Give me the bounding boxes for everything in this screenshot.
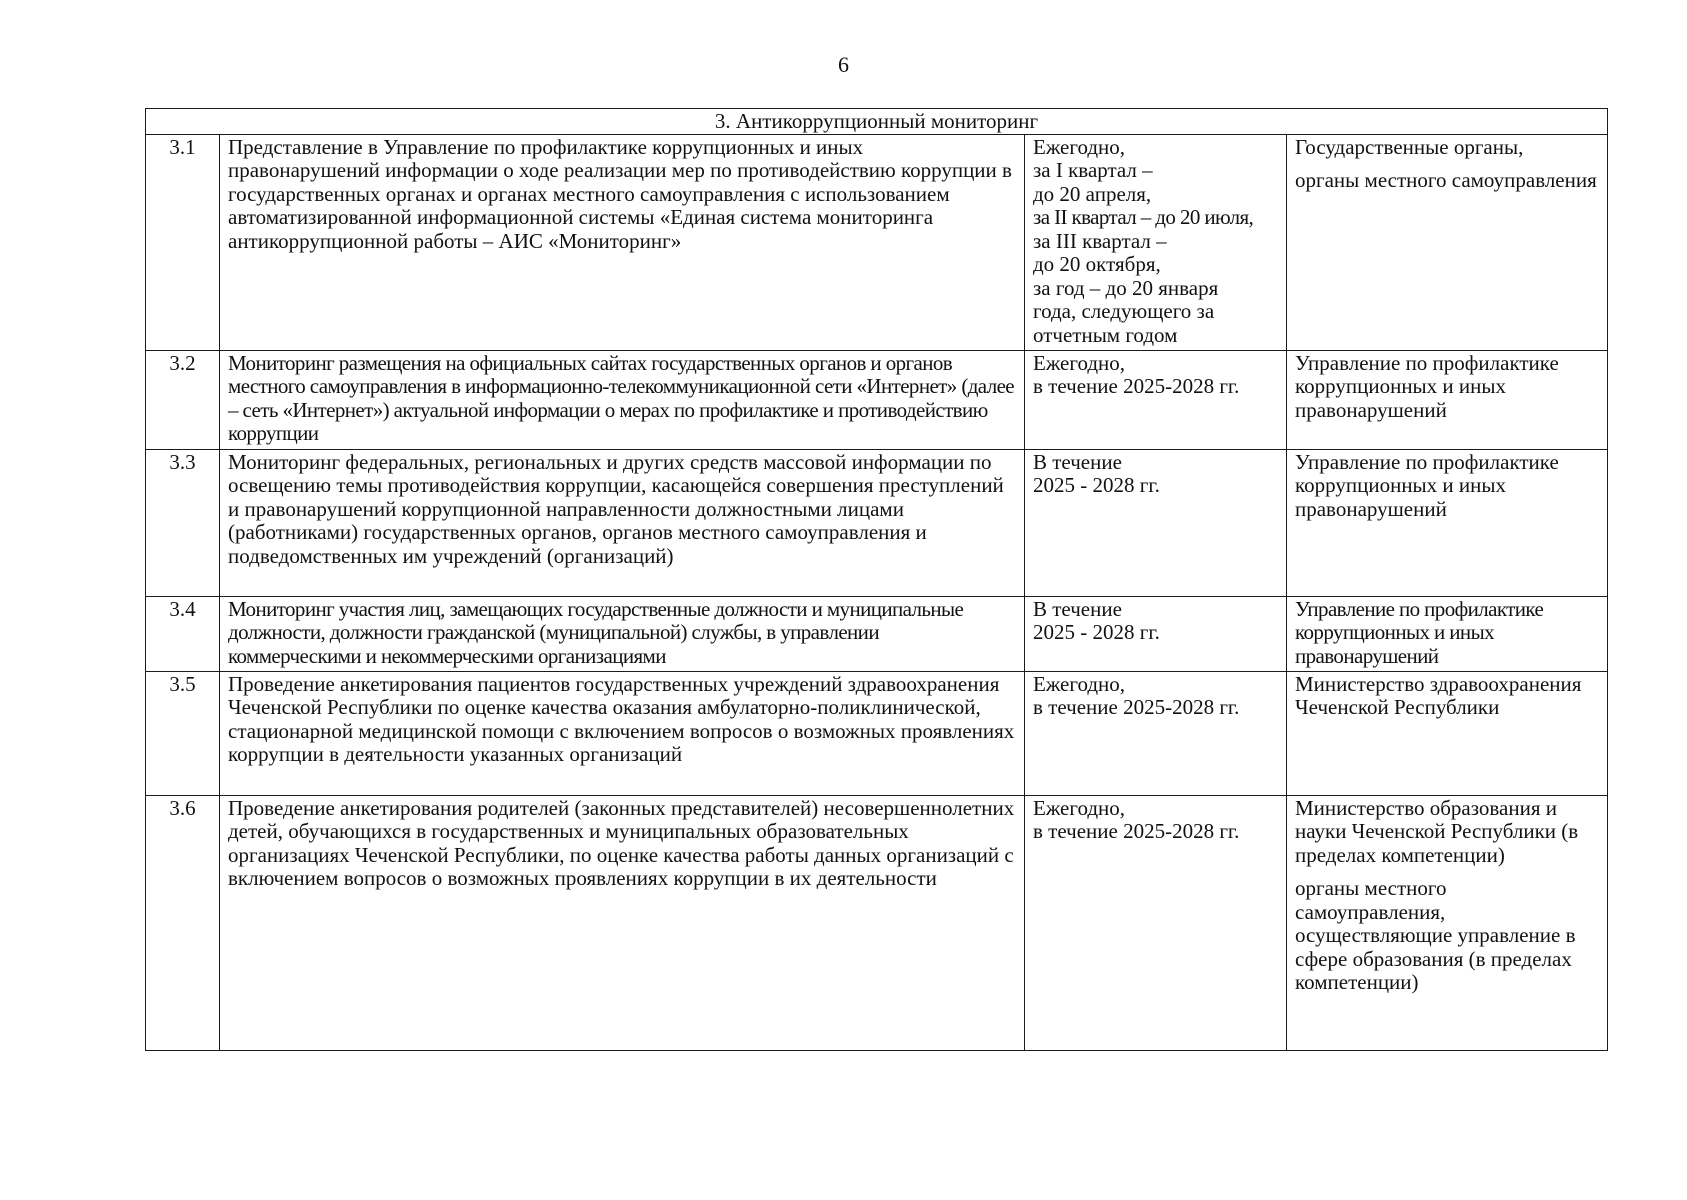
responsible-line: органы местного самоуправления, осуществляющие управление в сфере образования (в пределах компетенции) [1295,876,1576,994]
row-number: 3.5 [146,671,220,795]
deadline-line: Ежегодно, [1033,671,1126,696]
deadline-line: Ежегодно, [1033,350,1126,375]
responsible-cell [1287,350,1608,449]
responsible-cell [1287,449,1608,596]
activity-cell: Проведение анкетирования пациентов государственных учреждений здравоохранения Чеченской Республики по оценке качества оказания амбулаторно-поликлинической, стационарной медицинской помощи с включением вопросов о возможных проявлениях коррупции в деятельности указанных организаций [220,671,1025,795]
activity-cell: Мониторинг участия лиц, замещающих государственные должности и муниципальные должности, должности гражданской (муниципальной) службы, в управлении коммерческими и некоммерческими организациями [220,596,1025,671]
action-plan-table [145,108,1608,1051]
deadline-line: В течение [1033,449,1122,474]
deadline-line: отчетным годом [1033,322,1178,347]
responsible-line: Управление по профилактике коррупционных и иных правонарушений [1295,350,1559,422]
activity-cell: Мониторинг федеральных, региональных и других средств массовой информации по освещению темы противодействия коррупции, касающейся совершения преступлений и правонарушений коррупционной направленности должностными лицами (работниками) государственных органов, органов местного самоуправления и подведомственных им учреждений (организаций) [220,449,1025,596]
section-title: 3. Антикоррупционный мониторинг [146,109,1608,135]
responsible-line: органы местного самоуправления [1295,168,1597,192]
responsible-line: Управление по профилактике коррупционных и иных правонарушений [1295,449,1559,521]
deadline-line: 2025 - 2028 гг. [1033,473,1160,497]
deadline-line: Ежегодно, [1033,134,1126,159]
table-row [146,350,1608,449]
deadline-cell [1025,671,1287,795]
responsible-cell [1287,596,1608,671]
deadline-line: в течение 2025-2028 гг. [1033,695,1240,719]
row-number: 3.3 [146,449,220,596]
deadline-line: за год – до 20 января [1033,275,1219,300]
row-number: 3.2 [146,350,220,449]
row-number: 3.1 [146,134,220,350]
responsible-cell [1287,134,1608,350]
deadline-line: за III квартал – [1033,228,1167,253]
deadline-cell [1025,350,1287,449]
activity-cell: Проведение анкетирования родителей (законных представителей) несовершеннолетних детей, обучающихся в государственных и муниципальных образовательных организациях Чеченской Республики, по оценке качества работы данных организаций с включением вопросов о возможных проявлениях коррупции в их деятельности [220,795,1025,1050]
table-row [146,449,1608,596]
table-row [146,671,1608,795]
row-number: 3.4 [146,596,220,671]
deadline-line: В течение [1033,596,1122,621]
deadline-cell [1025,449,1287,596]
responsible-line: Министерство здравоохранения Чеченской Республики [1295,671,1582,719]
page-number: 6 [838,52,849,77]
deadline-line: за I квартал – [1033,158,1153,182]
section-header-row [146,109,1608,135]
responsible-cell [1287,795,1608,1050]
deadline-line: Ежегодно, [1033,795,1126,820]
responsible-line: Государственные органы, [1295,134,1524,159]
deadline-cell [1025,134,1287,350]
table-row [146,134,1608,350]
responsible-cell [1287,671,1608,795]
activity-cell: Представление в Управление по профилактике коррупционных и иных правонарушений информации о ходе реализации мер по противодействию коррупции в государственных органах и органах местного самоуправления с использованием автоматизированной информационной системы «Единая система мониторинга антикоррупционной работы – АИС «Мониторинг» [220,134,1025,350]
row-number: 3.6 [146,795,220,1050]
deadline-line: 2025 - 2028 гг. [1033,620,1160,644]
table-row [146,596,1608,671]
deadline-line: до 20 октября, [1033,252,1161,276]
deadline-line: года, следующего за [1033,299,1215,323]
responsible-line: Министерство образования и науки Чеченской Республики (в пределах компетенции) [1295,795,1579,867]
deadline-line: до 20 апреля, [1033,181,1152,206]
activity-cell: Мониторинг размещения на официальных сайтах государственных органов и органов местного самоуправления в информационно-телекоммуникационной сети «Интернет» (далее – сеть «Интернет») актуальной информации о мерах по профилактике и противодействию коррупции [220,350,1025,449]
deadline-line: в течение 2025-2028 гг. [1033,374,1240,398]
deadline-cell [1025,596,1287,671]
deadline-line: в течение 2025-2028 гг. [1033,819,1240,843]
responsible-line: Управление по профилактике коррупционных и иных правонарушений [1295,596,1544,668]
table-row [146,795,1608,1050]
deadline-cell [1025,795,1287,1050]
deadline-line: за II квартал – до 20 июля, [1033,205,1254,229]
